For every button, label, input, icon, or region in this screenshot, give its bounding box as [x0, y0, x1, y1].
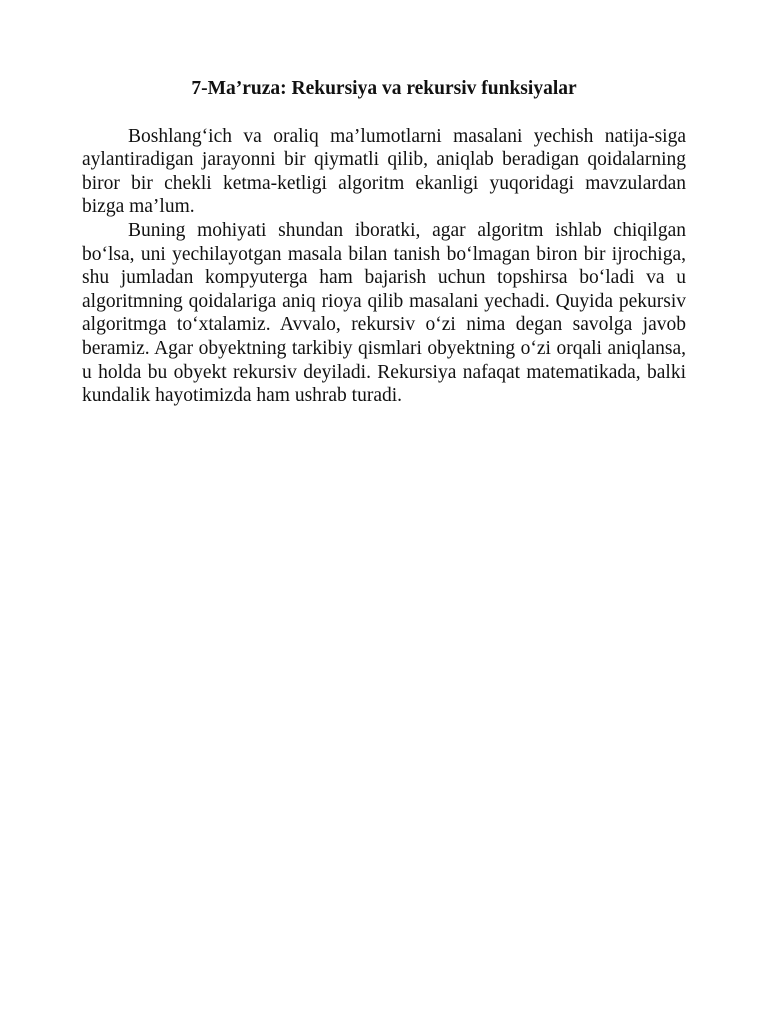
document-body [82, 77, 686, 408]
paragraph-1: Boshlang‘ich va oraliq ma’lumotlarni masalani yechish natija-siga aylantiradigan jarayonni bir qiymatli qilib, aniqlab beradigan qoidalarning biror bir chekli ketma-ketligi algoritm ekanligi yuqoridagi mavzulardan bizga ma’lum. [82, 125, 686, 218]
paragraph-2: Buning mohiyati shundan iboratki, agar algoritm ishlab chiqilgan bo‘lsa, uni yechilayotgan masala bilan tanish bo‘lmagan biron bir ijrochiga, shu jumladan kompyuterga ham bajarish uchun topshirsa bo‘ladi va u algoritmning qoidalariga aniq rioya qilib masalani yechadi. Quyida pekursiv algoritmga to‘xtalamiz. Avvalo, rekursiv o‘zi nima degan savolga javob beramiz. Agar obyektning tarkibiy qismlari obyektning o‘zi orqali aniqlansa, u holda bu obyekt rekursiv deyiladi. Rekursiya nafaqat matematikada, balki kundalik hayotimizda ham ushrab turadi. [82, 219, 686, 407]
document-title: 7-Ma’ruza: Rekursiya va rekursiv funksiyalar [191, 78, 577, 99]
